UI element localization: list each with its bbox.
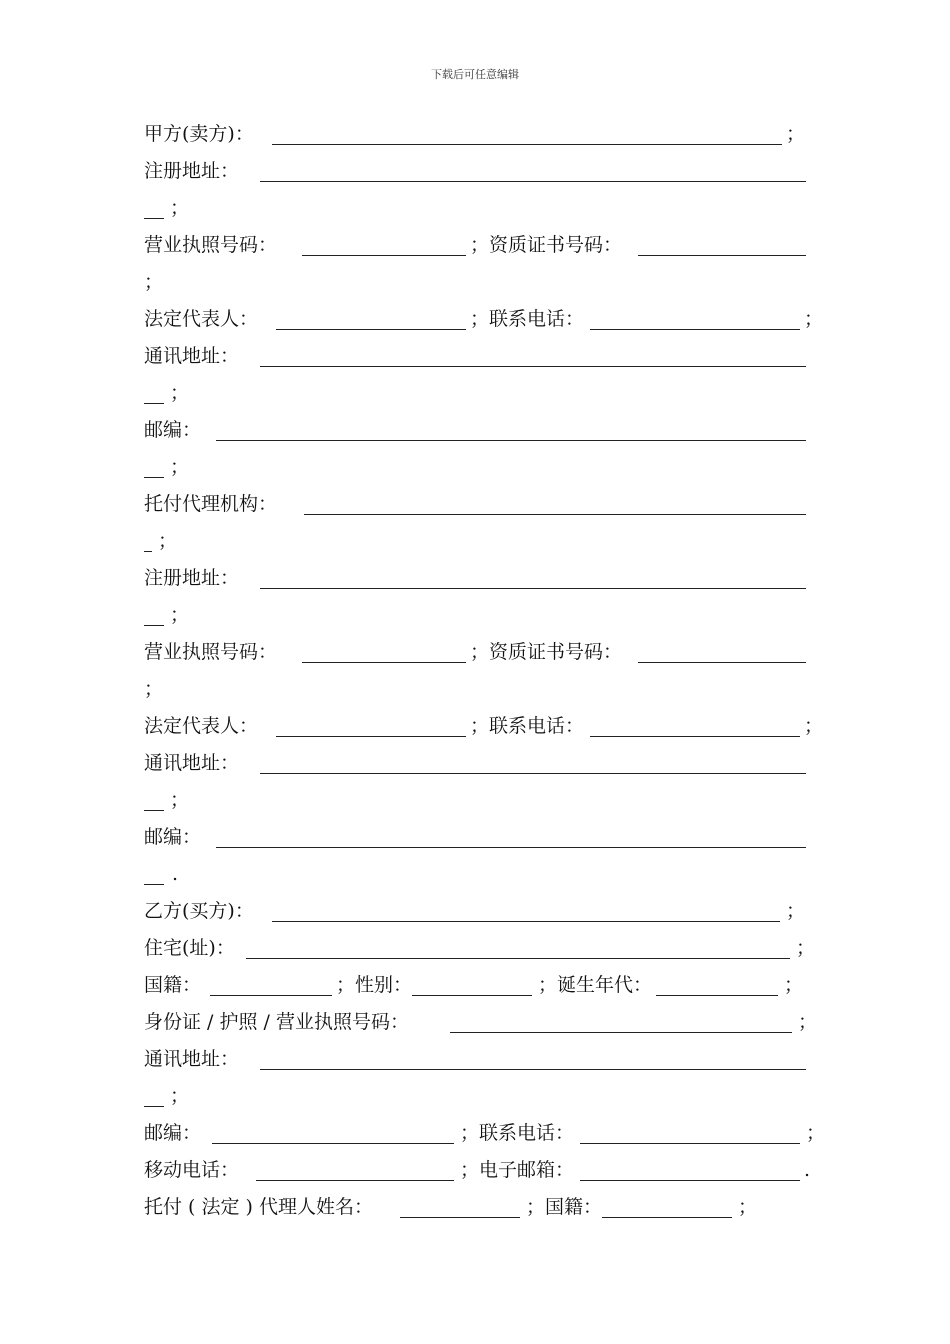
fill-in-blank[interactable] [216, 440, 806, 441]
form-line [144, 893, 824, 930]
fill-in-blank[interactable] [276, 329, 466, 330]
fill-in-blank[interactable] [260, 181, 806, 182]
field-label: ；电子邮箱： [460, 1159, 575, 1181]
field-label: ；联系电话： [460, 1122, 575, 1144]
field-label: 甲方(卖方)： [144, 123, 254, 145]
field-label: ； [144, 271, 164, 293]
form-line [144, 745, 824, 782]
field-label: 通讯地址： [144, 1048, 240, 1070]
field-label: 托付 ( 法定 ) 代理人姓名： [144, 1196, 373, 1218]
field-label: 邮编： [144, 826, 202, 848]
form-line [144, 1041, 824, 1078]
fill-in-blank[interactable] [256, 1180, 454, 1181]
field-label: ；资质证书号码： [470, 234, 623, 256]
field-label: ； [170, 456, 190, 478]
field-label: 营业执照号码： [144, 641, 278, 663]
field-label: . [172, 863, 179, 885]
field-label: ；国籍： [526, 1196, 603, 1218]
field-label: ； [796, 937, 816, 959]
form-line [144, 264, 824, 301]
field-label: 通讯地址： [144, 752, 240, 774]
form-line [144, 1004, 824, 1041]
field-label: ； [786, 123, 806, 145]
form-line [144, 412, 824, 449]
contract-form [144, 116, 824, 1226]
form-line [144, 190, 824, 227]
field-label: 住宅(址)： [144, 937, 235, 959]
field-label: ；诞生年代： [538, 974, 653, 996]
field-label: 通讯地址： [144, 345, 240, 367]
form-line [144, 856, 824, 893]
fill-in-blank[interactable] [272, 921, 780, 922]
field-label: ； [170, 789, 190, 811]
form-line [144, 523, 824, 560]
field-label: 邮编： [144, 1122, 202, 1144]
fill-in-blank[interactable] [304, 514, 806, 515]
fill-in-blank[interactable] [602, 1217, 732, 1218]
field-label: ； [170, 1085, 190, 1107]
field-label: 法定代表人： [144, 715, 259, 737]
fill-in-blank[interactable] [144, 1106, 164, 1107]
fill-in-blank[interactable] [216, 847, 806, 848]
fill-in-blank[interactable] [144, 884, 164, 885]
field-label: 移动电话： [144, 1159, 240, 1181]
field-label: ； [804, 308, 824, 330]
field-label: 法定代表人： [144, 308, 259, 330]
form-line [144, 671, 824, 708]
form-line [144, 819, 824, 856]
field-label: ； [804, 715, 824, 737]
fill-in-blank[interactable] [638, 662, 806, 663]
fill-in-blank[interactable] [302, 255, 466, 256]
field-label: 邮编： [144, 419, 202, 441]
fill-in-blank[interactable] [656, 995, 778, 996]
form-line [144, 116, 824, 153]
form-line [144, 708, 824, 745]
form-line [144, 560, 824, 597]
field-label: ； [144, 678, 164, 700]
form-line [144, 782, 824, 819]
fill-in-blank[interactable] [144, 477, 164, 478]
field-label: ； [806, 1122, 826, 1144]
fill-in-blank[interactable] [590, 329, 800, 330]
form-line [144, 449, 824, 486]
fill-in-blank[interactable] [590, 736, 800, 737]
form-line [144, 227, 824, 264]
form-line [144, 338, 824, 375]
fill-in-blank[interactable] [580, 1143, 800, 1144]
fill-in-blank[interactable] [580, 1180, 800, 1181]
fill-in-blank[interactable] [260, 366, 806, 367]
field-label: ；联系电话： [470, 715, 585, 737]
fill-in-blank[interactable] [450, 1032, 792, 1033]
field-label: ； [786, 900, 806, 922]
form-line [144, 1189, 824, 1226]
form-line [144, 1152, 824, 1189]
fill-in-blank[interactable] [144, 218, 164, 219]
fill-in-blank[interactable] [260, 588, 806, 589]
field-label: ； [738, 1196, 758, 1218]
field-label: 乙方(买方)： [144, 900, 254, 922]
fill-in-blank[interactable] [246, 958, 790, 959]
field-label: 国籍： [144, 974, 202, 996]
form-line [144, 930, 824, 967]
field-label: ；资质证书号码： [470, 641, 623, 663]
field-label: ；联系电话： [470, 308, 585, 330]
fill-in-blank[interactable] [144, 625, 164, 626]
field-label: 注册地址： [144, 567, 240, 589]
field-label: 托付代理机构： [144, 493, 278, 515]
fill-in-blank[interactable] [276, 736, 466, 737]
fill-in-blank[interactable] [144, 403, 164, 404]
form-line [144, 967, 824, 1004]
fill-in-blank[interactable] [212, 1143, 454, 1144]
fill-in-blank[interactable] [144, 810, 164, 811]
form-line [144, 375, 824, 412]
field-label: ； [784, 974, 804, 996]
field-label: ； [170, 604, 190, 626]
form-line [144, 486, 824, 523]
page-header: 下载后可任意编辑 [431, 68, 519, 81]
fill-in-blank[interactable] [302, 662, 466, 663]
field-label: 注册地址： [144, 160, 240, 182]
form-line [144, 634, 824, 671]
fill-in-blank[interactable] [638, 255, 806, 256]
fill-in-blank[interactable] [400, 1217, 520, 1218]
field-label: ； [170, 197, 190, 219]
form-line [144, 1078, 824, 1115]
form-line [144, 153, 824, 190]
field-label: ； [158, 530, 178, 552]
field-label: ； [798, 1011, 818, 1033]
field-label: ；性别： [336, 974, 413, 996]
fill-in-blank[interactable] [210, 995, 332, 996]
field-label: 营业执照号码： [144, 234, 278, 256]
field-label: . [804, 1159, 811, 1181]
form-line [144, 301, 824, 338]
form-line [144, 1115, 824, 1152]
fill-in-blank[interactable] [272, 144, 782, 145]
fill-in-blank[interactable] [260, 773, 806, 774]
fill-in-blank[interactable] [260, 1069, 806, 1070]
form-line [144, 597, 824, 634]
fill-in-blank[interactable] [144, 551, 152, 552]
fill-in-blank[interactable] [412, 995, 532, 996]
field-label: 身份证 / 护照 / 营业执照号码： [144, 1011, 409, 1033]
field-label: ； [170, 382, 190, 404]
